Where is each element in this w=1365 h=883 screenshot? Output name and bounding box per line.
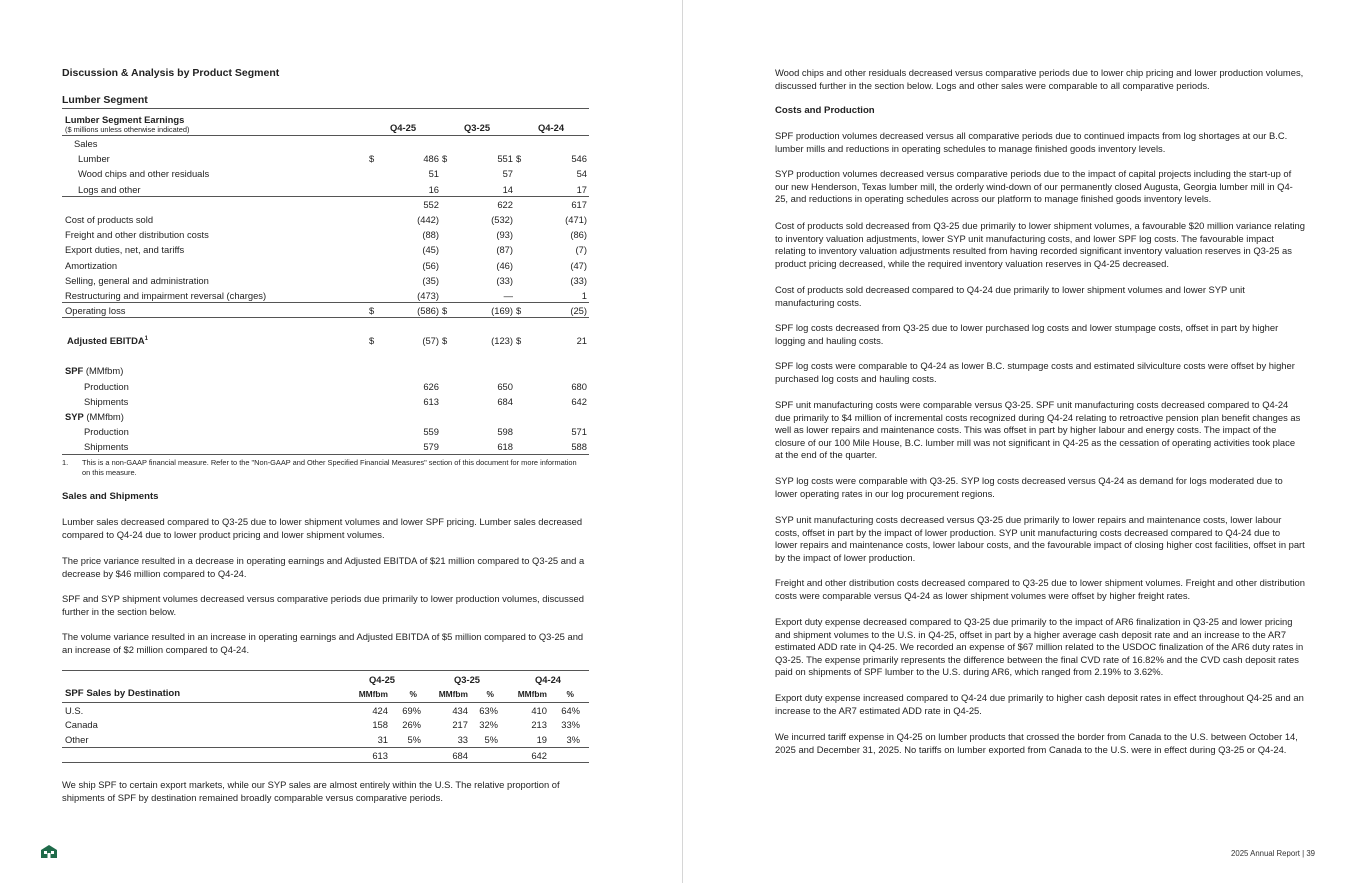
syp-label: SYP (65, 411, 84, 422)
column-header: MMfbm (358, 689, 388, 699)
value-cell: 54 (576, 168, 587, 180)
value-cell: (88) (422, 229, 439, 241)
row-label: Other (65, 734, 89, 746)
value-cell: 5% (484, 734, 498, 746)
value-cell: 3% (566, 734, 580, 746)
spacer-row (62, 348, 589, 363)
earnings-table-title: Lumber Segment Earnings (65, 114, 185, 125)
table-row (62, 379, 589, 394)
value-cell: 158 (372, 719, 388, 731)
table-row (62, 717, 589, 732)
paragraph: Lumber sales decreased compared to Q3-25 due to lower shipment volumes and lower SPF pricing. Lumber sales decreased compared to Q4-24 due to lower product pricing and lower shipment volumes. (62, 516, 583, 540)
paragraph: Cost of products sold decreased compared to Q4-24 due primarily to lower shipment volumes and lower SYP unit manufacturing costs. (775, 284, 1245, 308)
paragraph: Freight and other distribution costs decreased compared to Q3-25 due to lower shipment volumes. Freight and other distribution costs were comparable versus Q4-24 as lower shipment volumes were offset by higher freight rates. (775, 577, 1305, 601)
value-cell: (56) (422, 259, 439, 271)
value-cell: (86) (570, 229, 587, 241)
value-cell: — (503, 289, 513, 301)
paragraph: Export duty expense decreased compared to Q3-25 due primarily to the impact of AR6 finalization in Q3-25 and lower pricing and shipment volumes to the U.S. in Q4-25, offset in part by a higher average cash deposit rate and an increase to the AR7 estimated ADD rate in Q4-25. We recorded an expense of $67 million related to the USDOC finalization of the AR6 duty rates in Q3-25. The expense primarily represents the difference between the final CVD rate of 16.82% and the CVD cash deposit rates paid on shipments of SPF lumber to the U.S. during AR6, which ranged from 2.19% to 3.62%. (775, 616, 1304, 678)
value-cell: 622 (497, 198, 513, 210)
value-cell: (87) (496, 244, 513, 256)
unit-label: (MMfbm) (83, 365, 124, 377)
paragraph: Cost of products sold decreased from Q3-25 due primarily to lower shipment volumes, a favourable $20 million variance relating to inventory valuation adjustments, lower SYP unit manufacturing costs, and lower SPF log costs. The favourable impact relating to inventory valuation adjustments resulted from having recorded significant inventory valuation reserves in Q3-25 as product pricing decreased, while the required inventory valuation reserves in Q4-25 decreased. (775, 220, 1305, 269)
page-number: 2025 Annual Report | 39 (1231, 849, 1315, 858)
row-label: Cost of products sold (65, 213, 154, 225)
value-cell: (442) (417, 213, 439, 225)
value-cell: 63% (479, 705, 498, 716)
value-cell: 16 (428, 183, 439, 195)
value-cell: 19 (536, 734, 547, 746)
table-row (62, 182, 589, 197)
currency-symbol: $ (442, 335, 448, 347)
row-label: Amortization (65, 259, 118, 271)
value-cell: (473) (417, 289, 439, 301)
value-cell: (33) (496, 274, 513, 286)
currency-symbol: $ (369, 305, 375, 317)
table-row (62, 732, 589, 747)
value-cell: (93) (496, 229, 513, 241)
table-row (62, 748, 589, 763)
value-cell: (57) (422, 335, 439, 347)
column-header: % (566, 689, 574, 699)
sales-heading: Sales and Shipments (62, 491, 159, 502)
ebitda-label: Adjusted EBITDA (67, 335, 145, 347)
row-label: Shipments (84, 395, 129, 407)
value-cell: 613 (372, 749, 388, 761)
row-label: Logs and other (78, 183, 141, 195)
value-cell: (35) (422, 274, 439, 286)
currency-symbol: $ (516, 305, 522, 317)
table-row (62, 227, 589, 242)
value-cell: 579 (423, 441, 439, 453)
footnote-number: 1. (62, 458, 69, 467)
value-cell: 69% (402, 705, 421, 716)
table-row (62, 242, 589, 257)
left-page (0, 0, 682, 883)
row-label (65, 409, 124, 424)
currency-symbol: $ (369, 153, 375, 165)
value-cell: 424 (372, 705, 388, 716)
row-label: Production (84, 380, 129, 392)
value-cell: 642 (531, 749, 547, 761)
row-label: Freight and other distribution costs (65, 229, 209, 241)
value-cell: (471) (565, 213, 587, 225)
currency-symbol: $ (369, 335, 375, 347)
value-cell: 33% (561, 719, 580, 731)
column-header: Q4-25 (390, 122, 417, 133)
paragraph: SPF log costs decreased from Q3-25 due to lower purchased log costs and lower stumpage costs, offset in part by higher logging and hauling costs. (775, 322, 1279, 346)
row-label: Export duties, net, and tariffs (65, 244, 185, 256)
table-row (62, 439, 589, 454)
value-cell: 559 (423, 426, 439, 438)
earnings-table-header (62, 109, 589, 135)
row-label: U.S. (65, 705, 84, 716)
table-row (62, 273, 589, 288)
footnote-ref: 1 (144, 336, 148, 343)
value-cell: 684 (497, 395, 513, 407)
unit-header-row (62, 686, 589, 702)
paragraph: SYP log costs were comparable with Q3-25. SYP log costs decreased versus Q4-24 as demand for logs moderated due to lower operating rates in our log procurement regions. (775, 475, 1283, 499)
value-cell: 571 (571, 426, 587, 438)
value-cell: 613 (423, 395, 439, 407)
table-row (62, 136, 589, 151)
costs-heading: Costs and Production (775, 105, 875, 116)
value-cell: (169) (491, 305, 513, 317)
table-title: SPF Sales by Destination (65, 688, 181, 699)
value-cell: 650 (497, 380, 513, 392)
value-cell: 434 (452, 705, 468, 716)
row-label (67, 333, 148, 348)
value-cell: 626 (423, 380, 439, 392)
column-header: MMfbm (517, 689, 547, 699)
value-cell: (123) (491, 335, 513, 347)
row-label: Shipments (84, 441, 129, 453)
value-cell: (7) (575, 244, 587, 256)
right-page (683, 0, 1365, 883)
paragraph: SPF log costs were comparable to Q4-24 as lower B.C. stumpage costs and estimated silviculture costs were offset by higher purchased log costs and hauling costs. (775, 360, 1295, 384)
table-row (62, 702, 589, 717)
column-header: MMfbm (438, 689, 468, 699)
row-label: Selling, general and administration (65, 274, 209, 286)
value-cell: 680 (571, 380, 587, 392)
table-row (62, 424, 589, 439)
row-label: Canada (65, 719, 98, 731)
value-cell: 546 (571, 153, 587, 165)
currency-symbol: $ (516, 335, 522, 347)
value-cell: 617 (571, 198, 587, 210)
value-cell: 14 (502, 183, 513, 195)
column-header: Q3-25 (453, 674, 481, 685)
value-cell: 551 (497, 153, 513, 165)
value-cell: (46) (496, 259, 513, 271)
paragraph: SPF and SYP shipment volumes decreased versus comparative periods due primarily to lower production volumes, discussed further in the section below. (62, 593, 584, 617)
value-cell: 213 (531, 719, 547, 731)
row-label: Wood chips and other residuals (78, 168, 210, 180)
table-row (62, 409, 589, 424)
row-label: Lumber (78, 153, 110, 165)
lumber-earnings-table (62, 108, 589, 455)
value-cell: (47) (570, 259, 587, 271)
spf-destination-table (62, 670, 589, 763)
value-cell: 51 (428, 168, 439, 180)
column-header: Q4-25 (368, 674, 396, 685)
spacer-row (62, 318, 589, 333)
table-row (62, 288, 589, 303)
spf-label: SPF (65, 365, 84, 377)
paragraph: Export duty expense increased compared to Q4-24 due primarily to higher cash deposit rates in effect throughout Q4-25 and an increase to the AR7 estimated ADD rate in Q4-25. (775, 692, 1304, 716)
value-cell: 684 (452, 749, 468, 761)
table-row (62, 212, 589, 227)
paragraph: The volume variance resulted in an increase in operating earnings and Adjusted EBITDA of $5 million compared to Q3-25 and an increase of $2 million compared to Q4-24. (62, 631, 584, 655)
period-header-row (62, 670, 589, 686)
paragraph: The price variance resulted in a decrease in operating earnings and Adjusted EBITDA of $21 million compared to Q3-25 and a decrease by $46 million compared to Q4-24. (62, 555, 585, 579)
value-cell: (45) (422, 244, 439, 256)
paragraph: SPF unit manufacturing costs were comparable versus Q3-25. SPF unit manufacturing costs decreased compared to Q4-24 due primarily to $4 million of incremental costs recognized during Q4-24 relating to retroactive pension plan benefit changes as well as lower repairs and maintenance costs. This was offset in part by higher labour and energy costs. The impact of the closure of our 100 Mile House, B.C. lumber mill was not significant in Q4-25 as the cessation of operating activities took place at the end of the quarter. (775, 399, 1301, 461)
value-cell: 32% (479, 719, 498, 731)
column-header: % (409, 689, 417, 699)
value-cell: 410 (531, 705, 547, 716)
footnote-text: This is a non-GAAP financial measure. Refer to the "Non-GAAP and Other Specified Financial Measures" section of this document for more information on this measure. (82, 458, 577, 477)
value-cell: 21 (576, 335, 587, 347)
unit-label: (MMfbm) (83, 411, 124, 422)
table-row (62, 394, 589, 409)
earnings-table-subtitle: ($ millions unless otherwise indicated) (65, 125, 190, 134)
paragraph: Wood chips and other residuals decreased versus comparative periods due to lower chip pricing and lower production volumes, discussed further in the section below. Logs and other sales were comparable to all comparative periods. (775, 67, 1304, 91)
segment-heading: Lumber Segment (62, 94, 148, 106)
value-cell: (33) (570, 274, 587, 286)
value-cell: 17 (576, 183, 587, 195)
value-cell: (25) (570, 305, 587, 317)
column-header: Q4-24 (534, 674, 562, 685)
value-cell: 642 (571, 395, 587, 407)
table-row (62, 258, 589, 273)
paragraph: SYP unit manufacturing costs decreased versus Q3-25 due primarily to lower repairs and maintenance costs, lower labour costs, offset in part by the impact of lower production. SYP unit manufacturing costs decreased compared to Q4-24 due to lower repairs and maintenance costs, lower labour costs, and the favourable impact of closing higher cost facilities, offset in part by the impact of lower production. (775, 514, 1305, 563)
footnote (62, 458, 582, 477)
table-row (62, 333, 589, 348)
value-cell: 217 (452, 719, 468, 731)
column-header: Q3-25 (464, 122, 491, 133)
value-cell: 57 (502, 168, 513, 180)
value-cell: 33 (457, 734, 468, 746)
table-row (62, 166, 589, 181)
row-label: Production (84, 426, 129, 438)
value-cell: 588 (571, 441, 587, 453)
value-cell: (586) (417, 305, 439, 317)
row-label (65, 363, 123, 378)
currency-symbol: $ (442, 305, 448, 317)
row-label: Operating loss (65, 305, 126, 317)
paragraph: SYP production volumes decreased versus comparative periods due to the impact of capital projects including the start-up of our new Henderson, Texas lumber mill, the orderly wind-down of our permanently closed Augusta, Georgia lumber mill in Q4-25, and reductions in operating schedules across our platform to manage finished goods inventory levels. (775, 168, 1293, 205)
paragraph: We ship SPF to certain export markets, while our SYP sales are almost entirely within the U.S. The relative proportion of shipments of SPF by destination remained broadly comparable versus comparative periods. (62, 779, 560, 803)
column-header: % (486, 689, 494, 699)
row-label: Restructuring and impairment reversal (charges) (65, 289, 267, 301)
table-row (62, 303, 589, 318)
value-cell: 598 (497, 426, 513, 438)
value-cell: 1 (581, 289, 587, 301)
currency-symbol: $ (442, 153, 448, 165)
value-cell: 552 (423, 198, 439, 210)
paragraph: SPF production volumes decreased versus all comparative periods due to continued impacts from log shortages at our B.C. lumber mills and reductions in operating schedules to manage finished goods inventory levels. (775, 130, 1288, 154)
column-header: Q4-24 (538, 122, 565, 133)
value-cell: 26% (402, 719, 421, 731)
value-cell: (532) (491, 213, 513, 225)
table-row (62, 151, 589, 166)
row-label: Sales (74, 138, 98, 149)
currency-symbol: $ (516, 153, 522, 165)
value-cell: 64% (561, 705, 580, 716)
company-logo-icon (41, 845, 57, 858)
value-cell: 618 (497, 441, 513, 453)
value-cell: 5% (407, 734, 421, 746)
section-heading: Discussion & Analysis by Product Segment (62, 67, 280, 79)
value-cell: 31 (377, 734, 388, 746)
table-row (62, 197, 589, 212)
paragraph: We incurred tariff expense in Q4-25 on lumber products that crossed the border from Canada to the U.S. between October 14, 2025 and December 31, 2025. No tariffs on lumber exported from Canada to the U.S. were in effect during Q3-25 or Q4-24. (775, 731, 1298, 755)
table-row (62, 363, 589, 378)
value-cell: 486 (423, 153, 439, 165)
